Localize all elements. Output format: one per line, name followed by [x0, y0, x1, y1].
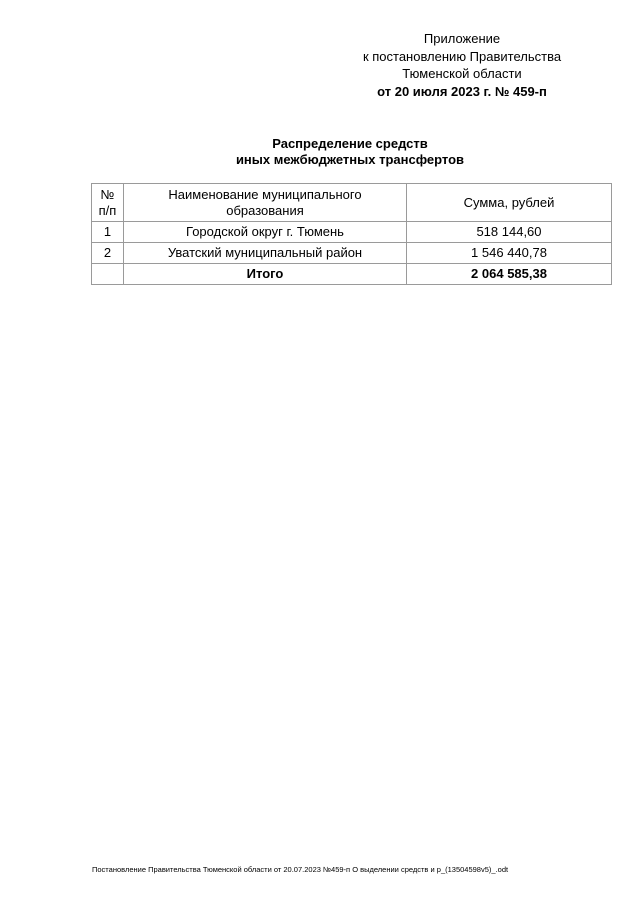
page-footer: Постановление Правительства Тюменской области от 20.07.2023 №459-п О выделении средств и р_(13504598v5)_.odt: [92, 865, 509, 874]
row-number: 2: [92, 243, 124, 264]
row-name: Городской округ г. Тюмень: [124, 222, 407, 243]
header-number: [92, 184, 124, 222]
title-line-2: иных межбюджетных трансфертов: [235, 151, 465, 167]
table-header-row: [92, 184, 612, 222]
total-empty-cell: [92, 264, 124, 285]
title-line-1: Распределение средств: [272, 136, 428, 151]
table-row: [92, 222, 612, 243]
row-sum: 1 546 440,78: [407, 243, 612, 264]
header-name-line-1: Наименование муниципального: [168, 186, 362, 202]
table-row: [92, 243, 612, 264]
header-number-line-1: №: [100, 186, 115, 202]
total-label: Итого: [124, 264, 407, 285]
appendix-date-number: от 20 июля 2023 г. № 459-п: [377, 83, 547, 99]
appendix-ref: к постановлению Правительства: [362, 48, 562, 64]
document-title: [0, 136, 640, 167]
header-name: [124, 184, 407, 222]
header-name-line-2: образования: [226, 202, 304, 218]
row-number: 1: [92, 222, 124, 243]
distribution-table: [91, 183, 612, 285]
appendix-label: Приложение: [423, 31, 501, 46]
total-sum: 2 064 585,38: [407, 264, 612, 285]
header-sum: Сумма, рублей: [407, 184, 612, 222]
row-sum: 518 144,60: [407, 222, 612, 243]
appendix-block: [332, 30, 592, 100]
table-total-row: [92, 264, 612, 285]
row-name: Уватский муниципальный район: [124, 243, 407, 264]
appendix-region: Тюменской области: [402, 66, 522, 81]
header-number-line-2: п/п: [98, 202, 117, 218]
